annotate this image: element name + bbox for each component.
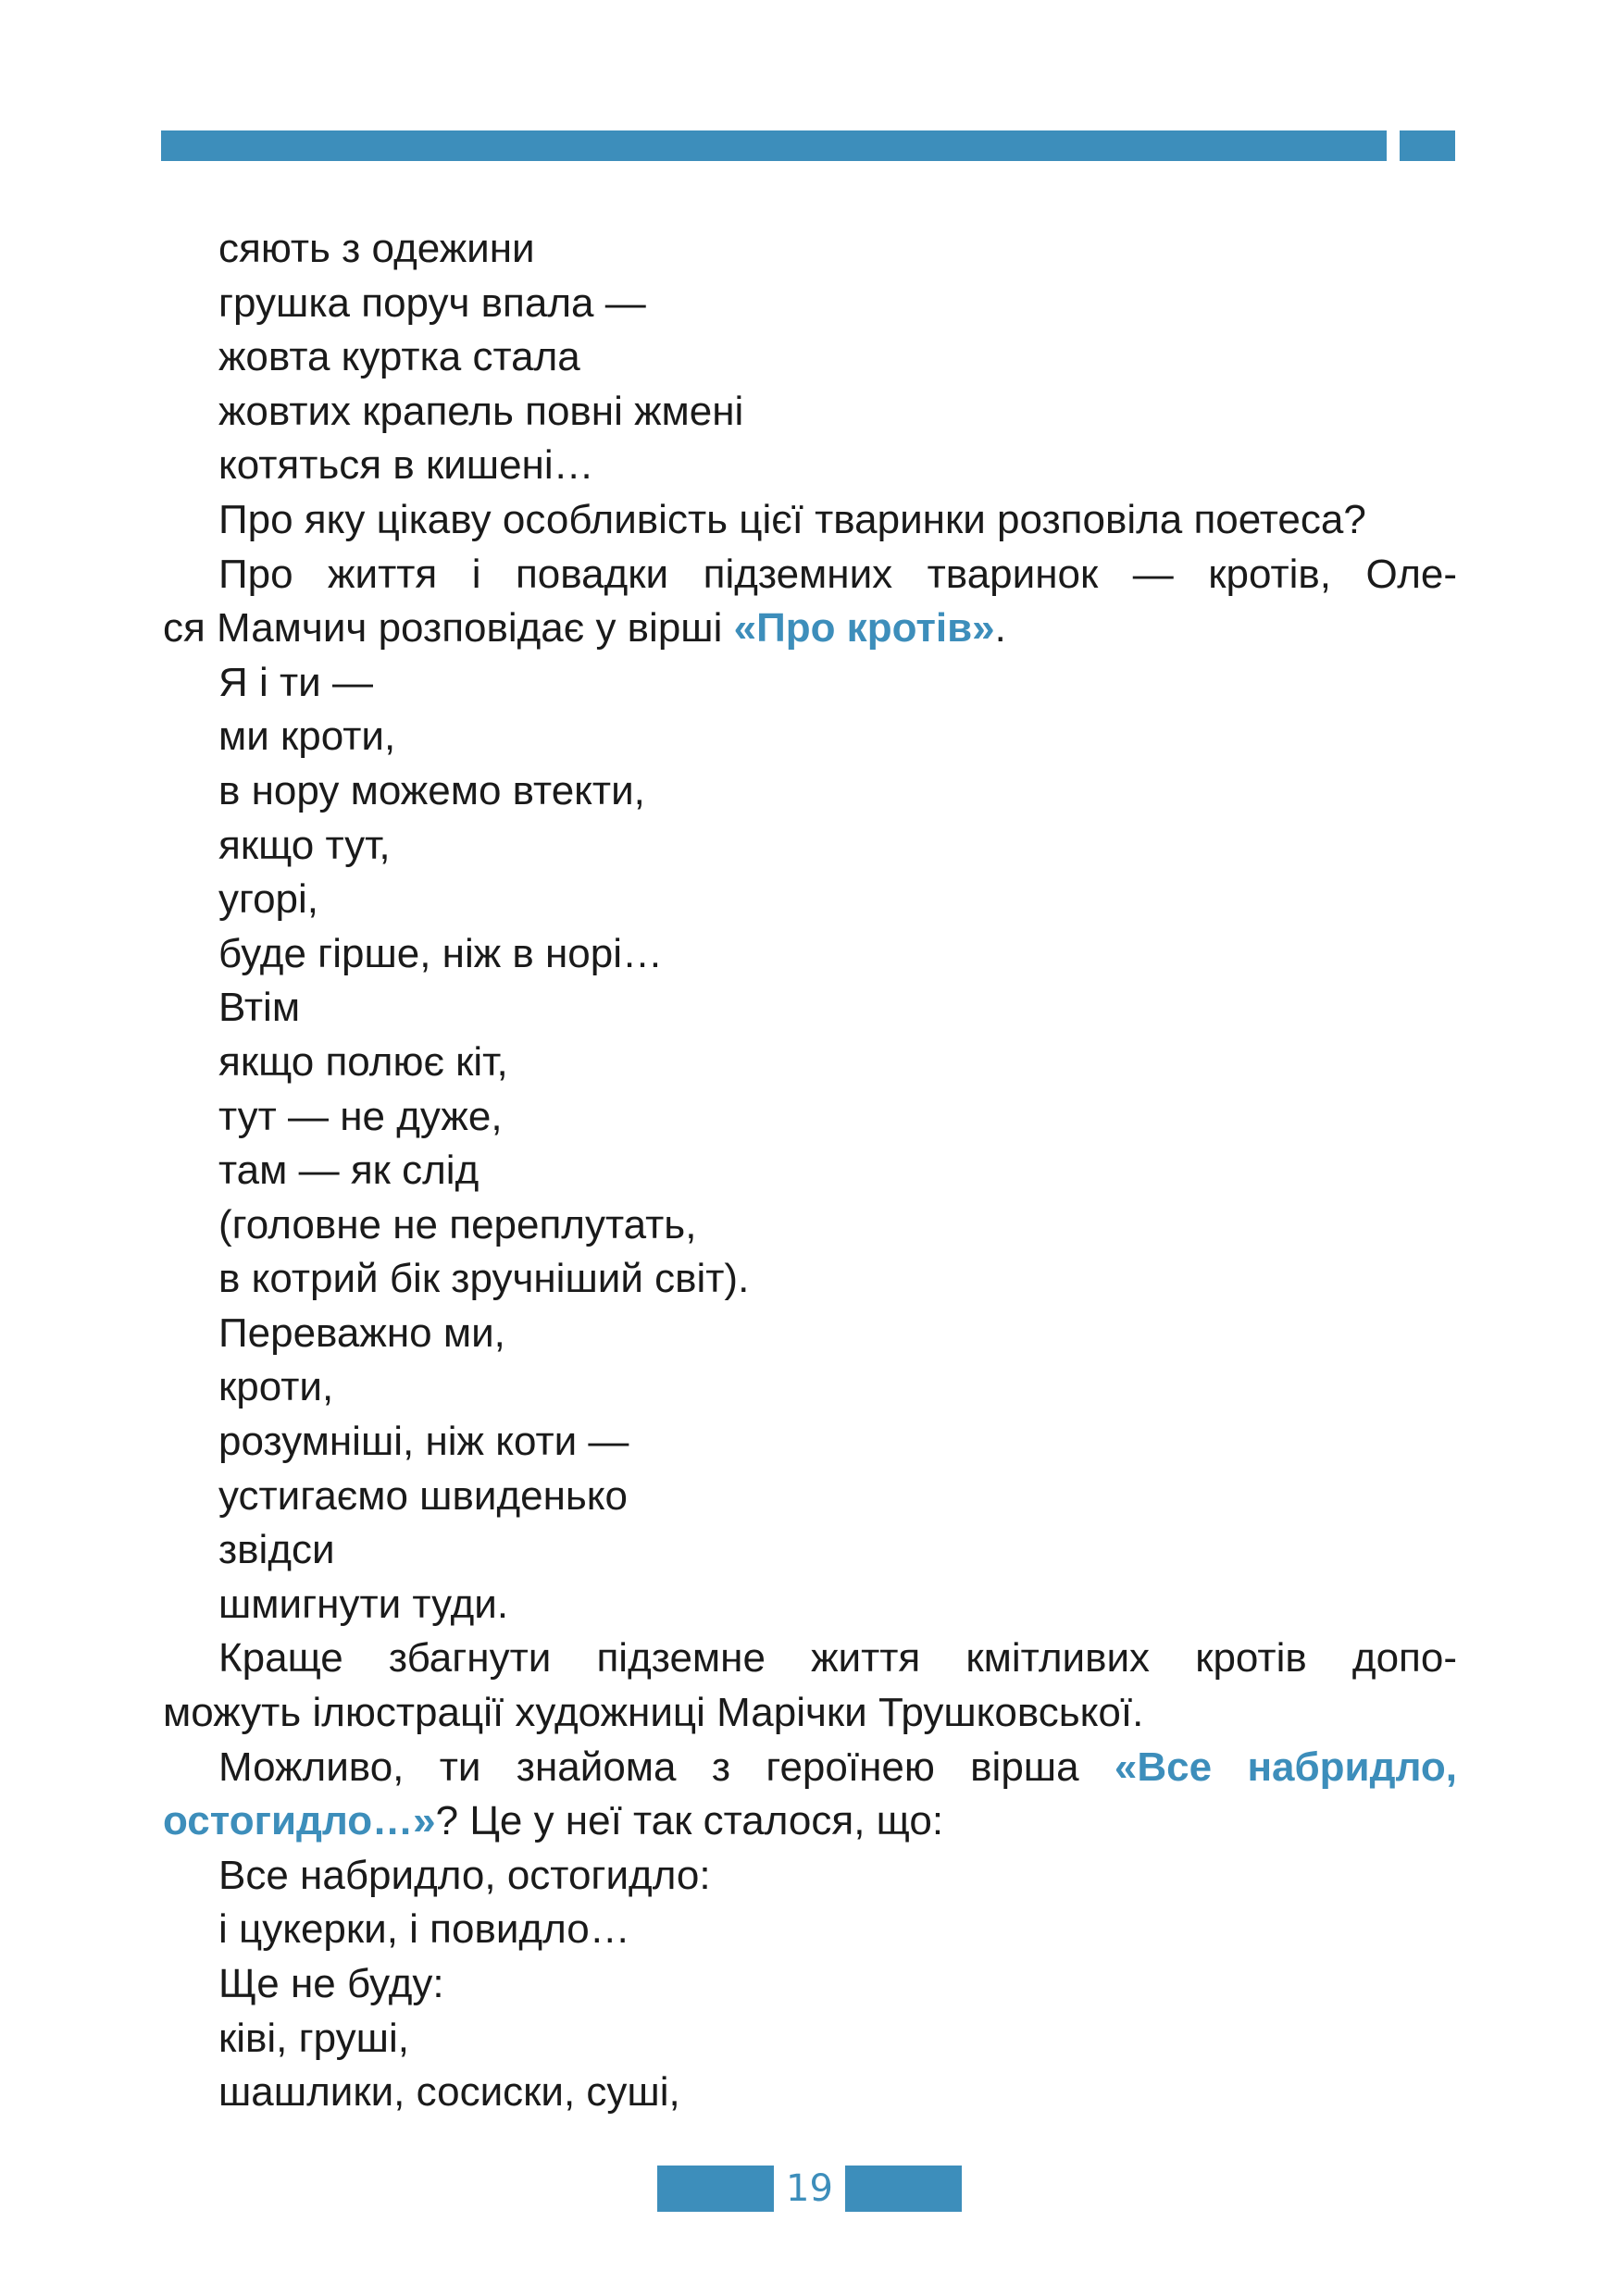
poem-line: і цукерки, і повидло… (218, 1906, 630, 1953)
poem-title-vse-nabrydlo-part2: остогидло…» (163, 1798, 436, 1844)
poem-line: ми кроти, (218, 714, 396, 760)
poem-line: там — як слід (218, 1148, 479, 1194)
header-decorative-bar-end (1400, 130, 1455, 161)
paragraph-line (163, 1794, 1457, 1849)
poem-line: шмигнути туди. (218, 1581, 509, 1627)
poem-title-pro-krotiv: «Про кротів» (733, 605, 995, 652)
paragraph-heroine (163, 1741, 1457, 1849)
poem-line: кроти, (218, 1364, 334, 1410)
poem-line: котяться в кишені… (218, 442, 594, 489)
paragraph-text: ? Це у неї так сталося, що: (435, 1798, 944, 1844)
poem-line: буде гірше, ніж в норі… (218, 930, 664, 976)
poem-line: звідси (218, 1527, 335, 1573)
footer-decorative-bar-right (845, 2166, 962, 2212)
paragraph-text: . (994, 605, 1006, 652)
paragraph-text: ся Мамчич розповідає у вірші (163, 605, 734, 652)
poem-line: Ще не буду: (218, 1961, 444, 2006)
poem-fragment-1 (163, 222, 1457, 493)
poem-line: жовта куртка стала (218, 334, 580, 380)
question-text: Про яку цікаву особливість цієї тваринки розповіла поетеса? (218, 496, 1366, 542)
poem-line: Все набридло, остогидло: (218, 1852, 711, 1898)
paragraph-line (163, 1741, 1457, 1795)
poem-line: ківі, груші, (218, 2015, 409, 2061)
paragraph-text: Можливо, ти знайома з героїнею вірша (218, 1744, 1115, 1790)
paragraph-line: можуть ілюстрації художниці Марічки Трушковської. (163, 1690, 1144, 1736)
poem-line: розумніші, ніж коти — (218, 1419, 629, 1465)
poem-line: грушка поруч впала — (218, 279, 646, 326)
paragraph-line: Краще збагнути підземне життя кмітливих кротів допо- (218, 1635, 1457, 1682)
paragraph-line: Про життя і повадки підземних тваринок — кротів, Оле- (218, 551, 1457, 597)
poem-line: жовтих крапель повні жмені (218, 388, 744, 434)
poem-line: Переважно ми, (218, 1309, 505, 1356)
page-number: 19 (786, 2167, 833, 2210)
poem-line: Я і ти — (218, 659, 373, 705)
poem-line: Втім (218, 985, 301, 1031)
poem-line: в нору можемо втекти, (218, 767, 645, 813)
poem-line: шашлики, сосиски, суші, (218, 2069, 680, 2116)
poem-title-vse-nabrydlo-part1: «Все набридло, (1114, 1744, 1458, 1790)
poem-line: тут — не дуже, (218, 1093, 503, 1139)
poem-line: сяють з одежини (218, 226, 535, 271)
poem-line: якщо полює кіт, (218, 1038, 508, 1085)
poem-line: угорі, (218, 876, 319, 923)
poem-fragment-3 (163, 1849, 1457, 2120)
poem-line: якщо тут, (218, 822, 391, 868)
poem-fragment-2 (163, 656, 1457, 1632)
header-decorative-bar (161, 130, 1387, 161)
paragraph-about-moles (163, 548, 1457, 656)
page-content (163, 222, 1457, 2120)
footer-decorative-bar-left (657, 2166, 774, 2212)
paragraph-line (163, 602, 1457, 656)
poem-line: устигаємо швиденько (218, 1472, 629, 1519)
poem-line: (головне не переплутать, (218, 1201, 697, 1247)
paragraph-illustrations (163, 1632, 1457, 1740)
poem-line: в котрий бік зручніший світ). (218, 1256, 750, 1302)
page-footer (0, 2166, 1619, 2212)
